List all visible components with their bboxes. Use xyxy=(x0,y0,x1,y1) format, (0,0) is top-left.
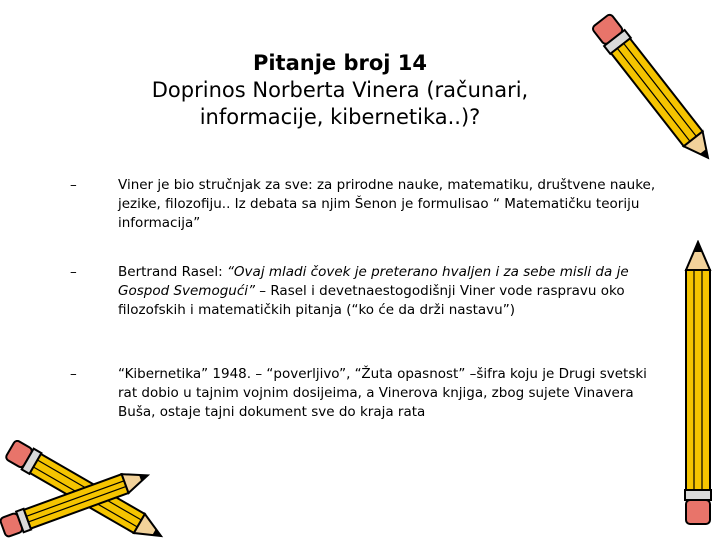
bullet-prefix: Bertrand Rasel: xyxy=(118,264,227,280)
title-line-2: Doprinos Norberta Vinera (računari, xyxy=(151,78,529,102)
bullet-item xyxy=(70,365,656,422)
title-line-1: Pitanje broj 14 xyxy=(252,51,428,75)
bullet-marker: – xyxy=(70,264,77,280)
bullet-text: “Kibernetika” 1948. – “poverljivo”, “Žuta opasnost” –šifra koju je Drugi svetski rat dobio u tajnim vojnim dosijeima, a Vinerova knjiga, zbog sujete Vinavera Buša, ostaje tajni dokument sve do kraja rata xyxy=(118,366,647,420)
bullet-marker: – xyxy=(70,366,77,382)
pencil-icon xyxy=(590,0,720,180)
bullet-item xyxy=(70,263,656,320)
pencil-icon xyxy=(0,440,180,540)
bullet-text xyxy=(118,263,656,320)
pencil-icon xyxy=(676,240,720,540)
title-line-3: informacije, kibernetika..)? xyxy=(199,105,481,129)
bullet-item xyxy=(70,176,656,233)
bullet-suffix: – Rasel i devetnaestogodišnji Viner vode raspravu oko filozofskih i matematičkih pitanja (“ko će da drži nastavu”) xyxy=(118,283,625,318)
bullet-text: Viner je bio stručnjak za sve: za prirodne nauke, matematiku, društvene nauke, jezike, filozofiju.. Iz debata sa njim Šenon je formulisao “ Matematičku teoriju informacija” xyxy=(118,177,656,231)
slide-title xyxy=(70,50,610,131)
bullet-quote: “Ovaj mladi čovek je preterano hvaljen i za sebe misli da je Gospod Svemogući” xyxy=(118,264,629,299)
bullet-marker: – xyxy=(70,177,77,193)
